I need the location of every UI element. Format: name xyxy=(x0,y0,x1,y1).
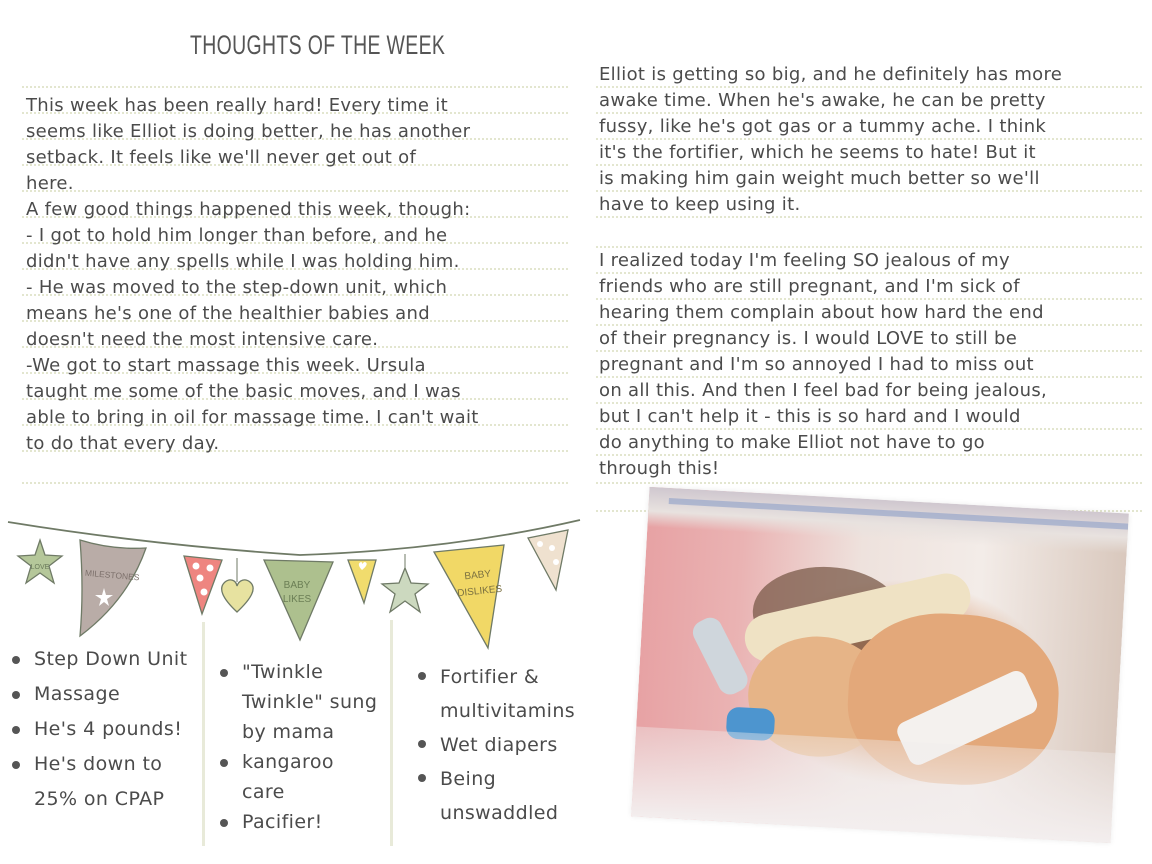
text-line: Elliot is getting so big, and he definitely has more xyxy=(599,64,1063,85)
text-line: I realized today I'm feeling SO jealous of my xyxy=(599,250,1010,271)
heart-icon xyxy=(222,580,253,612)
list-item-continuation: 25% on CPAP xyxy=(34,788,165,810)
svg-text:MILESTONES: MILESTONES xyxy=(84,567,140,583)
list-item: Massage xyxy=(12,679,202,709)
text-line: - I got to hold him longer than before, and he xyxy=(26,225,448,246)
column-divider xyxy=(390,620,393,846)
svg-text:DISLIKES: DISLIKES xyxy=(456,583,503,600)
baby-likes-list xyxy=(220,657,390,837)
baby-photo xyxy=(631,487,1129,843)
milestones-list xyxy=(12,644,202,814)
text-line: taught me some of the basic moves, and I was xyxy=(26,381,461,402)
left-journal-text xyxy=(26,93,479,457)
baby-dislikes-list xyxy=(418,660,618,830)
list-item: kangaroo xyxy=(220,747,390,777)
list-item-continuation: unswaddled xyxy=(440,802,559,824)
text-line: do anything to make Elliot not have to go xyxy=(599,432,985,453)
list-item: Pacifier! xyxy=(220,807,390,837)
text-line: seems like Elliot is doing better, he has another xyxy=(26,121,471,142)
text-line: means he's one of the healthier babies and xyxy=(26,303,430,324)
svg-text:BABY: BABY xyxy=(463,568,492,583)
text-line: This week has been really hard! Every time it xyxy=(26,95,448,116)
text-line: pregnant and I'm so annoyed I had to miss out xyxy=(599,354,1034,375)
text-line: on all this. And then I feel bad for being jealous, xyxy=(599,380,1048,401)
text-line: friends who are still pregnant, and I'm sick of xyxy=(599,276,1020,297)
cream-polka-flag xyxy=(528,530,568,590)
text-line: is making him gain weight much better so we'll xyxy=(599,168,1040,189)
list-item: Fortifier & xyxy=(418,660,618,694)
right-journal-text xyxy=(599,62,1062,482)
list-item: "Twinkle xyxy=(220,657,390,687)
text-line: didn't have any spells while I was holding him. xyxy=(26,251,460,272)
list-item-continuation: care xyxy=(242,781,285,803)
bunting-banner xyxy=(0,505,600,655)
list-item-continuation: by mama xyxy=(242,721,335,743)
text-line: here. xyxy=(26,173,74,194)
text-line: setback. It feels like we'll never get out of xyxy=(26,147,417,168)
list-item: He's 4 pounds! xyxy=(12,714,202,744)
love-star-icon xyxy=(18,540,62,583)
list-item: Being xyxy=(418,762,618,796)
text-line: it's the fortifier, which he seems to hate! But it xyxy=(599,142,1036,163)
page-title: THOUGHTS OF THE WEEK xyxy=(190,30,446,60)
baby-likes-flag xyxy=(264,560,333,640)
text-line: have to keep using it. xyxy=(599,194,801,215)
svg-text:LIKES: LIKES xyxy=(282,594,312,605)
text-line: - He was moved to the step-down unit, which xyxy=(26,277,448,298)
text-line: through this! xyxy=(599,458,720,479)
milestones-flag xyxy=(80,540,146,636)
text-line xyxy=(599,218,1062,248)
baby-dislikes-flag xyxy=(434,545,504,648)
text-line: of their pregnancy is. I would LOVE to still be xyxy=(599,328,1018,349)
list-item: Wet diapers xyxy=(418,728,618,762)
list-item-continuation: Twinkle" sung xyxy=(242,691,378,713)
text-line: but I can't help it - this is so hard and I would xyxy=(599,406,1021,427)
polka-dot-flag xyxy=(184,556,222,614)
svg-text:BABY: BABY xyxy=(283,580,311,591)
small-yellow-flag xyxy=(348,560,376,603)
text-line: A few good things happened this week, though: xyxy=(26,199,471,220)
column-divider xyxy=(202,622,205,846)
text-line: -We got to start massage this week. Ursula xyxy=(26,355,426,376)
text-line: fussy, like he's got gas or a tummy ache. I think xyxy=(599,116,1047,137)
text-line: doesn't need the most intensive care. xyxy=(26,329,379,350)
list-item: He's down to xyxy=(12,749,202,779)
text-line: able to bring in oil for massage time. I can't wait xyxy=(26,407,479,428)
pale-star-icon xyxy=(382,568,428,612)
svg-text:LOVE: LOVE xyxy=(30,564,50,571)
text-line: hearing them complain about how hard the end xyxy=(599,302,1044,323)
text-line: to do that every day. xyxy=(26,433,220,454)
list-item: Step Down Unit xyxy=(12,644,202,674)
list-item-continuation: multivitamins xyxy=(440,700,576,722)
text-line: awake time. When he's awake, he can be pretty xyxy=(599,90,1046,111)
